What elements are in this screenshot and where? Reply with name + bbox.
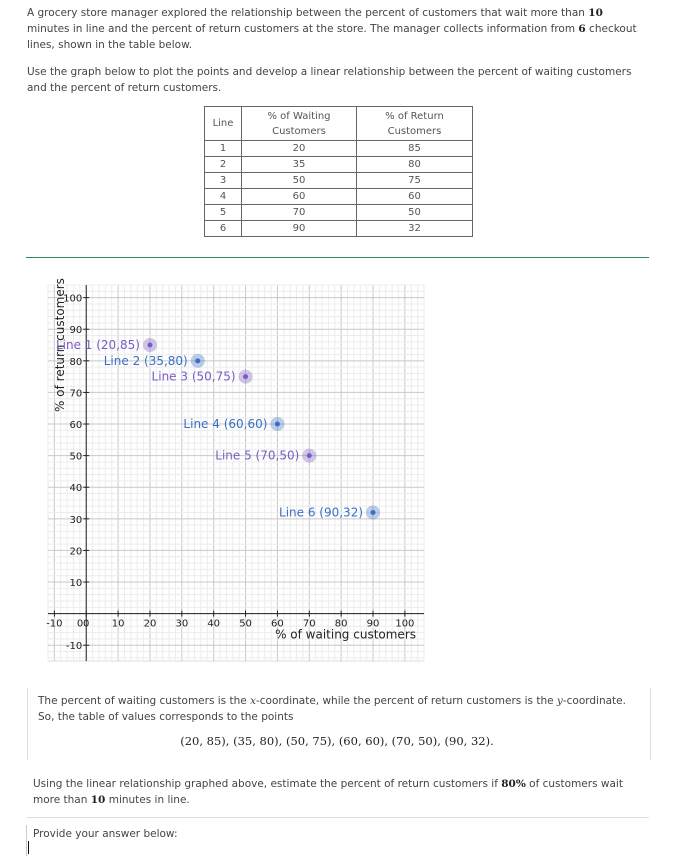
x-tick-label: 0 <box>83 618 90 630</box>
data-point <box>371 510 376 515</box>
cell-return: 50 <box>357 205 473 221</box>
x-tick-label: 100 <box>395 618 415 630</box>
table-row <box>205 221 473 237</box>
points-list: (20, 85), (35, 80), (50, 75), (60, 60), (70, 50), (90, 32). <box>180 734 494 748</box>
table-row <box>205 157 473 173</box>
header-waiting: % of Waiting Customers <box>242 107 357 141</box>
table-row <box>205 141 473 157</box>
x-tick-label: 30 <box>175 618 189 630</box>
y-tick-label: 40 <box>69 483 83 495</box>
answer-divider <box>27 817 649 818</box>
cell-return: 32 <box>357 221 473 237</box>
point-label: Line 1 (20,85) <box>55 338 140 353</box>
cell-waiting: 60 <box>242 189 357 205</box>
data-point <box>275 422 280 427</box>
question-text: Using the linear relationship graphed above, estimate the percent of return customers if 80% of customers wait more than 10 minutes in line. <box>33 778 623 806</box>
x-tick-label: 70 <box>302 618 316 630</box>
origin-label: 0 <box>76 618 84 630</box>
point-label: Line 2 (35,80) <box>103 353 188 368</box>
y-tick-label: 10 <box>69 578 83 590</box>
y-tick-label: 30 <box>69 514 83 526</box>
answer-bar <box>26 825 27 856</box>
explanation-text: The percent of waiting customers is the x-coordinate, while the percent of return customers is the y-coordinate. So, the table of values corresponds to the points <box>38 695 626 723</box>
cell-return: 80 <box>357 157 473 173</box>
x-axis-label: % of waiting customers <box>275 627 416 642</box>
data-point <box>307 453 312 458</box>
cell-return: 60 <box>357 189 473 205</box>
cell-line: 1 <box>205 141 242 157</box>
table-row <box>205 189 473 205</box>
y-tick-label: -10 <box>65 641 83 653</box>
x-tick-label: 10 <box>111 618 125 630</box>
y-axis-label: % of return customers <box>53 278 67 412</box>
cell-line: 2 <box>205 157 242 173</box>
y-tick-label: 70 <box>69 388 83 400</box>
cell-return: 75 <box>357 173 473 189</box>
y-tick-label: 20 <box>69 546 83 558</box>
header-return: % of Return Customers <box>357 107 473 141</box>
cell-return: 85 <box>357 141 473 157</box>
cell-waiting: 90 <box>242 221 357 237</box>
scatter-graph[interactable] <box>46 278 424 661</box>
cell-line: 6 <box>205 221 242 237</box>
point-label: Line 4 (60,60) <box>183 417 268 432</box>
answer-input[interactable] <box>28 841 29 854</box>
answer-label: Provide your answer below: <box>33 828 178 840</box>
y-tick-label: 90 <box>69 325 83 337</box>
table-row <box>205 205 473 221</box>
x-tick-label: 90 <box>366 618 380 630</box>
section-divider <box>26 257 649 258</box>
x-tick-label: 40 <box>207 618 221 630</box>
cell-waiting: 20 <box>242 141 357 157</box>
point-label: Line 6 (90,32) <box>279 505 364 520</box>
intro-text: A grocery store manager explored the relationship between the percent of customers that wait more than 10 minutes in line and the percent of return customers at the store. The manager collects information from 6 checkout lines, shown in the table below. <box>27 7 637 51</box>
point-label: Line 5 (70,50) <box>215 448 300 463</box>
data-point <box>147 343 152 348</box>
cell-waiting: 35 <box>242 157 357 173</box>
x-tick-label: 50 <box>239 618 252 630</box>
x-tick-label: 80 <box>334 618 348 630</box>
cell-line: 5 <box>205 205 242 221</box>
y-tick-label: 60 <box>69 420 83 432</box>
y-tick-label: 50 <box>69 451 83 463</box>
x-tick-label: 20 <box>143 618 157 630</box>
table-row <box>205 173 473 189</box>
cell-waiting: 50 <box>242 173 357 189</box>
data-point <box>195 358 200 363</box>
x-tick-label: 60 <box>271 618 284 630</box>
data-point <box>243 374 248 379</box>
point-label: Line 3 (50,75) <box>151 369 236 384</box>
x-tick-label: -10 <box>46 618 63 630</box>
cell-line: 4 <box>205 189 242 205</box>
y-tick-label: 80 <box>69 356 83 368</box>
data-table <box>204 106 473 237</box>
cell-line: 3 <box>205 173 242 189</box>
cell-waiting: 70 <box>242 205 357 221</box>
instruction-text: Use the graph below to plot the points and develop a linear relationship between the percent of waiting customers and the percent of return customers. <box>27 66 632 94</box>
header-line: Line <box>205 107 242 141</box>
y-tick-label: 100 <box>63 293 83 305</box>
